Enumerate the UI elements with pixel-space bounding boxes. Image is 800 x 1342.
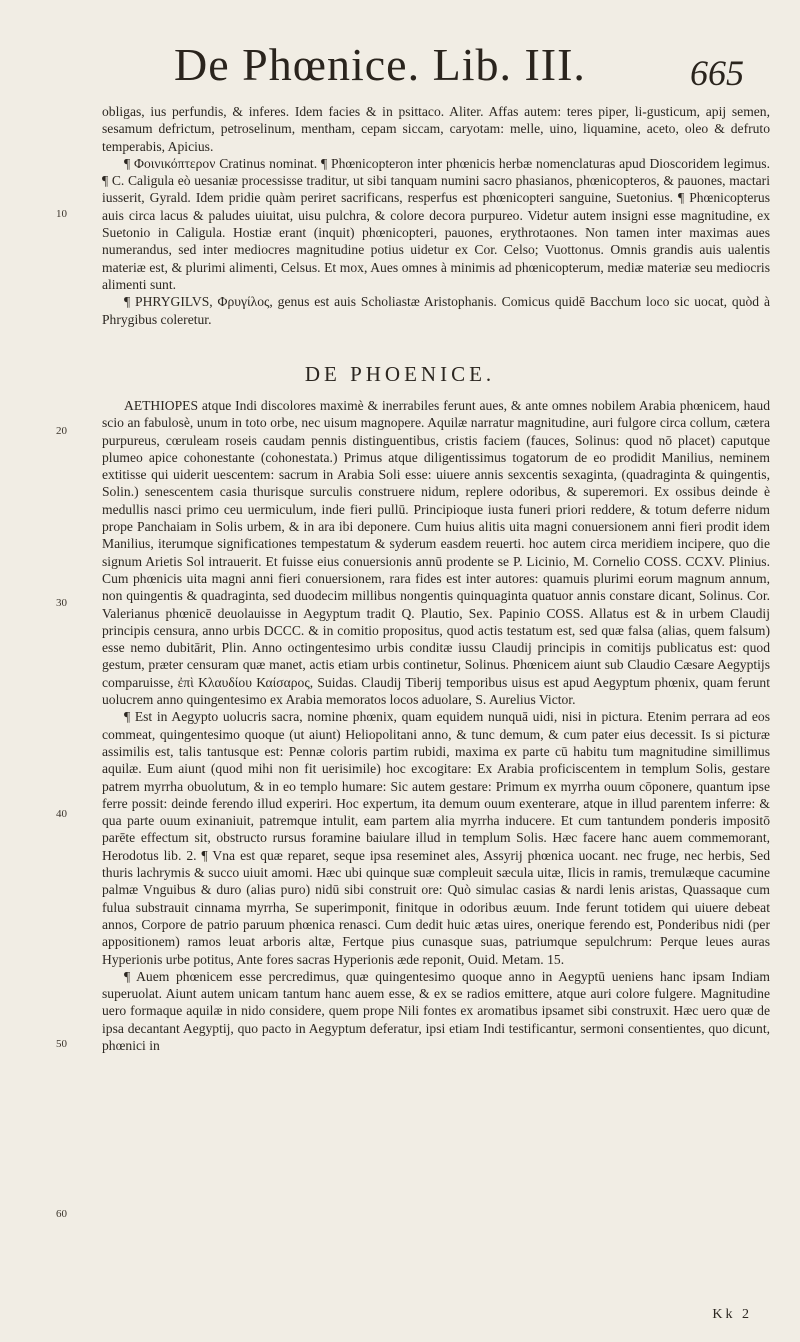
margin-line-number: 60	[56, 1208, 67, 1220]
page-number: 665	[690, 53, 744, 93]
paragraph: ¶ Est in Aegypto uolucris sacra, nomine phœnix, quam equidem nunquā uidi, nisi in pictura. Etenim perrara ad eos commeat, quingentesimo quoque (ut aiunt) Heliopolitani anno, & tunc demum, & cum pater eius decessit. Is si picturæ assimilis est, talis tantusque est: Pennæ coloris partim rubidi, maxima ex parte cū habitu tum magnitudine simillimus aquilæ. Eum aiunt (quod mihi non fit uerisimile) hoc excogitare: Ex Arabia proficiscentem in templum Solis, gestare patrem myrrha obuolutum, & in eo templo humare: Sic autem gestare: Primum ex myrrha ouum cōponere, quantum ipse ferre possit: deinde ferendo illud experiri. Hoc expertum, ita demum ouum exenterare, atque in illud parentem inferre: & qua parte ouum exinaniuit, patremque intulit, eam partem alia myrrha inducere. Et cum tantundem ponderis impositō parēte effectum sit, obstructo rursus foramine baiulare illud in templum Solis. Hæc facere hanc auem commemorant, Herodotus lib. 2. ¶ Vna est quæ reparet, seque ipsa reseminet ales, Assyrij phœnica uocant. nec fruge, nec herbis, Sed thuris lachrymis & succo uiuit amomi. Hæc ubi quinque suæ compleuit sæcula uitæ, Ilicis in ramis, tremulæque cacumine palmæ Vnguibus & duro (alias puro) nidū sibi construit ore: Quò simulac casias & nardi lenis aristas, Quassaque cum fulua substrauit cinnama myrrha, Se superimponit, finitque in odoribus æuum. Inde ferunt totidem qui uiuere debeat annos, Corpore de patrio paruum phœnica renasci. Cum dedit huic ætas uires, onerique ferendo est, Ponderibus nidi (per appositionem) ramos leuat arboris altæ, Fertque pius cunasque suas, patriumque sepulchrum: Perque leues auras Hyperionis urbe potitus, Ante fores sacras Hyperionis æde reponit, Ouid. Metam. 15.	[102, 709, 770, 967]
margin-line-number: 50	[56, 1038, 67, 1050]
margin-line-number: 30	[56, 597, 67, 609]
text-block-top	[102, 103, 770, 328]
section-heading: DE PHOENICE.	[304, 362, 496, 386]
margin-line-number: 10	[56, 208, 67, 220]
paragraph: ¶ PHRYGILVS, Φρυγίλος, genus est auis Scholiastæ Aristophanis. Comicus quidē Bacchum loco sic uocat, quòd à Phrygibus coleretur.	[102, 294, 770, 327]
running-head: De Phœnice. Lib. III.	[174, 39, 586, 90]
paragraph: obligas, ius perfundis, & inferes. Idem facies & in psittaco. Aliter. Affas autem: teres piper, li-gusticum, apij semen, sesamum defrictum, petroselinum, mentham, cepam siccam, caryotam: melle, uino, liquamine, aceto, oleo & defruto temperabis, Apicius.	[102, 104, 770, 154]
margin-line-number: 40	[56, 808, 67, 820]
signature-mark: Kk 2	[712, 1307, 752, 1322]
paragraph: ¶ Auem phœnicem esse percredimus, quæ quingentesimo quoque anno in Aegyptū ueniens hanc ipsam Indiam superuolat. Aiunt autem unicam tantum hanc auem esse, & ex se radios emittere, atque auri colore fulgere. Magnitudine uero formaque aquilæ in nido considere, quem prope Nili fontes ex aromatibus ipsamet sibi construxit. Hæc uero quæ de ipsa decantant Aegyptij, quo pacto in Aegyptum deferatur, ipsi etiam Indi testificantur, sermoni consentientes, quo dicunt, phœnici in	[102, 968, 770, 1053]
text-block-main	[102, 397, 770, 1054]
margin-line-number: 20	[56, 425, 67, 437]
paragraph: AETHIOPES atque Indi discolores maximè & inerrabiles ferunt aues, & ante omnes nobilem Arabia phœnicem, haud scio an fabulosè, unum in toto orbe, nec uisum magnopere. Aquilæ narratur magnitudine, auri fulgore circa collum, cætera purpureus, cœruleam roseis caudam pennis distinguentibus, cristis faciem (fauces, Solinus: quod nō placet) caputque plumeo apice cohonestante (cohonestata.) Primus atque diligentissimus togatorum de eo prodidit Manilius, neminem extitisse qui uiderit uescentem: sacrum in Arabia Soli esse: uiuere annis sexcentis sexaginta, (quadraginta & quingentis, Solin.) senescentem casia thurisque surculis construere nidum, replere odoribus, & superemori. Ex ossibus deinde è medullis nasci primo ceu uermiculum, inde fieri pullū. Principioque iusta funeri priori reddere, & totum deferre nidum prope Panchaiam in Solis urbem, & in ara ibi deponere. Cum huius alitis uita magni conuersionem anni fieri prodit idem Manilius, iterumque significationes tempestatum & syderum easdem reuerti. hoc autem circa meridiem incipere, quo die signum Arietis Sol intrauerit. Et fuisse eius conuersionis annū prodente se P. Licinio, M. Cornelio COSS. CCXV. Plinius. Cum phœnicis uita magni anni fieri conuersionem, rara fides est inter autores: quamuis plurimi eorum magnum annum, non quingentis & quadraginta, sed duodecim millibus nongentis quinquaginta quatuor annis constare dicant, Solinus. Cor. Valerianus phœnicē deuolauisse in Aegyptum tradit Q. Plautio, Sex. Papinio COSS. Allatus est & in urbem Claudij principis censura, anno urbis DCCC. & in comitio propositus, quod actis testatum est, sed quæ falsa (alias, quem falsum) esse nemo dubitārit, Plin. Anno octingentesimo urbis conditæ iussu Claudij principis in comitijs publicatus est: quod gestum, præter censuram quæ manet, actis etiam urbis continetur, Solinus. Phœnicem aiunt sub Claudio Cæsare Aegyptijs comparuisse, ἐπὶ Κλαυδίου Καίσαρος, Suidas. Claudij Tiberij temporibus uisus est apud Aegyptum phœnix, quam ferunt uolucrem anno quingentesimo ex Arabia memoratos locos aduolare, S. Aurelius Victor.	[102, 398, 770, 708]
paragraph: ¶ Φοινικόπτερον Cratinus nominat. ¶ Phœnicopteron inter phœnicis herbæ nomenclaturas apud Dioscoridem legimus. ¶ C. Caligula eò uesaniæ processisse traditur, ut sibi tanquam numini sacro phasianos, phœnicopteros, & pauones, mactari iusserit, Gyrald. Idem pridie quàm periret sacrificans, resperfus est phœnicopteri sanguine, Suetonius. ¶ Phœnicopterus auis circa lacus & paludes uiuitat, uisu pulchra, & colore decora purpureo. Videtur autem insigni esse magnitudine, ex Suetonio in Caligula. Hostiæ erant (inquit) phœnicopteri, pauones, erythrotaones. Non tamen inter maximas aues numerandus, sed inter mediocres magnitudine potius uidetur ex Cor. Celso; Vuottonus. Omnis grandis auis ualentis materiæ est, & plurimi alimenti, Celsus. Et mox, Aues omnes à minimis ad phœnicopterum, mediæ materiæ seu mediocris alimenti sunt.	[102, 155, 770, 292]
